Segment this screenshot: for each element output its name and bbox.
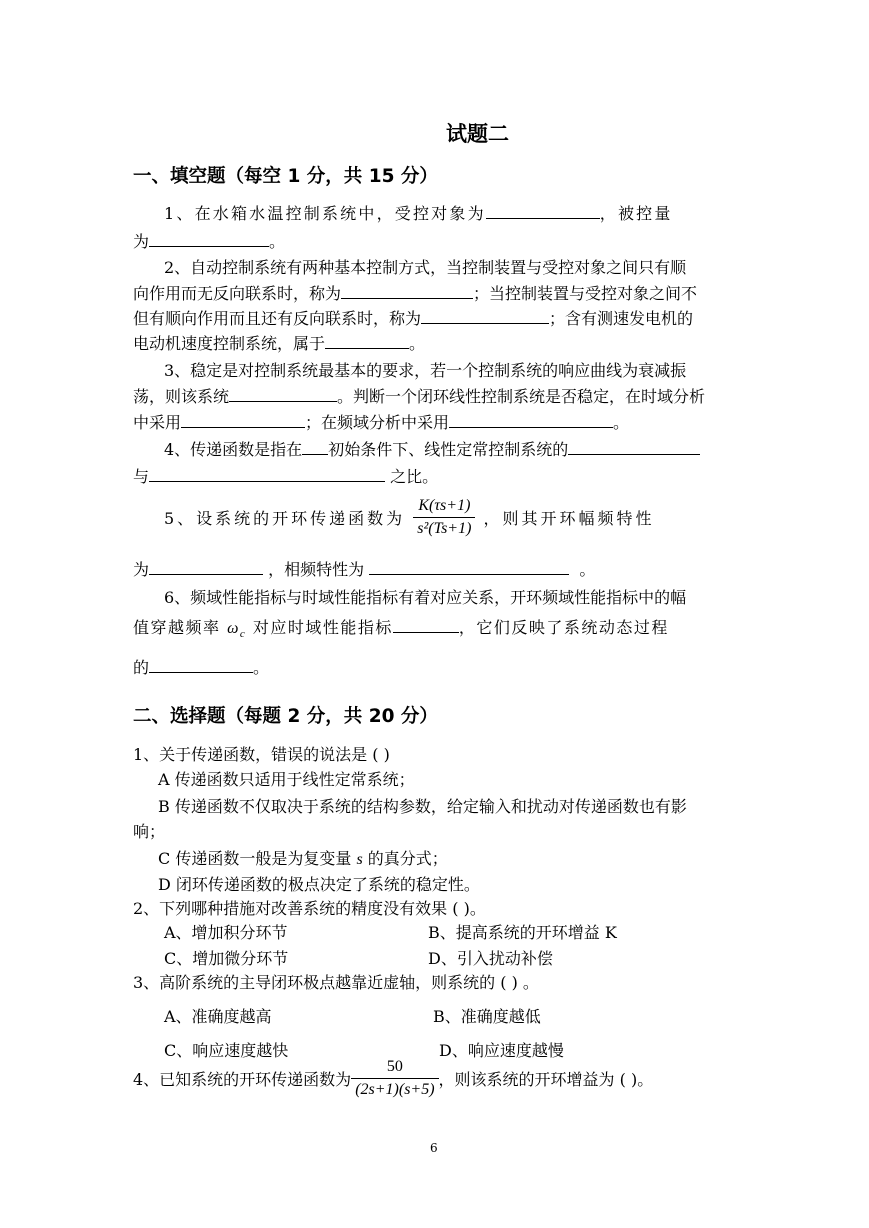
blank-field [302,440,328,455]
choice2-option-a: A、增加积分环节 [164,923,288,942]
q1-line1 [164,201,673,224]
choice1-option-b-line1: B 传递函数不仅取决于系统的结构参数，给定输入和扰动对传递函数也有影 [158,797,687,816]
q2-line4 [133,331,425,354]
fraction-denominator: (2s+1)(s+5) [351,1078,438,1099]
q2-text-g: 。 [409,334,426,353]
q4-text-a: 4、传递函数是指在 [164,440,303,459]
q1-text-a: 1、在水箱水温控制系统中，受控对象为 [164,204,486,223]
blank-field [149,560,263,575]
choice1-option-a: A 传递函数只适用于线性定常系统； [158,770,415,789]
q2-text-e: ；含有测速发电机的 [549,309,694,328]
choice3-question: 3、高阶系统的主导闭环极点越靠近虚轴，则系统的 ( ) 。 [133,973,539,992]
section2-heading: 二、选择题（每题 2 分，共 20 分） [133,706,438,727]
variable-s: s [356,851,363,868]
omega-subscript: c [239,628,247,641]
q3-text-e: ；在频域分析中采用 [305,413,450,432]
blank-field [486,204,600,219]
choice4-question [133,1058,653,1099]
q6-text-b: 值穿越频率 [133,618,221,637]
section1-heading: 一、填空题（每空 1 分，共 15 分） [133,166,438,187]
q2-text-f: 电动机速度控制系统，属于 [133,334,326,353]
q1-text-c: 为 [133,232,150,251]
blank-field [369,560,569,575]
blank-field [229,387,337,402]
blank-field [568,440,700,455]
option-c-text-b: 的真分式； [367,849,448,868]
q5-text-c: 为 [133,560,150,579]
fraction-numerator: K(τs+1) [418,497,471,514]
q2-line2 [133,281,697,304]
q5-line2 [133,557,595,580]
choice2-option-d: D、引入扰动补偿 [428,949,553,968]
q3-line3 [133,410,629,433]
choice2-option-c: C、增加微分环节 [164,949,289,968]
blank-field [341,284,473,299]
q6-line3 [133,655,269,678]
choice1-question: 1、关于传递函数，错误的说法是 ( ) [133,745,390,764]
q2-text-d: 但有顺向作用而且还有反向联系时，称为 [133,309,422,328]
q1-text-b: ，被控量 [599,204,673,223]
q3-text-b: 荡，则该系统 [133,387,230,406]
omega-symbol: ω [227,620,240,637]
q5-line1 [164,497,655,538]
q6-text-d: ，它们反映了系统动态过程 [458,618,669,637]
choice3-option-c: C、响应速度越快 [164,1041,289,1060]
page-title: 试题二 [446,122,509,146]
q4-text-c: 与 [133,467,150,486]
q6-text-c: 对应时域性能指标 [252,618,393,637]
q5-text-a: 5、设系统的开环传递函数为 [164,509,406,528]
open-loop-fraction [351,1058,438,1099]
q5-text-e: 。 [579,560,596,579]
blank-field [149,658,253,673]
q2-text-c: ；当控制装置与受控对象之间不 [473,284,698,303]
q5-text-b: ，则其开环幅频特性 [483,509,655,528]
q5-text-d: ，相频特性为 [268,560,365,579]
choice3-option-b: B、准确度越低 [433,1007,541,1026]
choice2-option-b: B、提高系统的开环增益 K [428,923,617,942]
fraction-numerator: 50 [386,1058,403,1075]
q3-line2 [133,384,705,407]
choice1-option-b-line2: 响； [133,822,166,841]
q2-text-b: 向作用而无反向联系时，称为 [133,284,342,303]
q3-text-d: 中采用 [133,413,182,432]
q4-text-d: 之比。 [390,467,439,486]
blank-field [449,413,613,428]
q2-line1: 2、自动控制系统有两种基本控制方式，当控制装置与受控对象之间只有顺 [164,258,687,277]
choice4-text-a: 4、已知系统的开环传递函数为 [133,1070,352,1089]
q6-line2 [133,615,669,640]
q3-text-f: 。 [613,413,630,432]
q3-line1: 3、稳定是对控制系统最基本的要求，若一个控制系统的响应曲线为衰减振 [164,361,687,380]
q4-text-b: 初始条件下、线性定常控制系统的 [328,440,569,459]
choice2-question: 2、下列哪种措施对改善系统的精度没有效果 ( )。 [133,899,486,918]
choice3-option-d: D、响应速度越慢 [439,1041,564,1060]
blank-field [149,467,385,482]
choice1-option-c [158,846,448,869]
q4-line2 [133,464,438,487]
blank-field [421,309,549,324]
q6-text-f: 。 [253,658,270,677]
q4-line1 [164,437,700,460]
blank-field [393,618,459,633]
q6-text-e: 的 [133,658,150,677]
choice1-option-d: D 闭环传递函数的极点决定了系统的稳定性。 [158,875,480,894]
choice4-text-b: ，则该系统的开环增益为 ( )。 [438,1070,654,1089]
q6-line1: 6、频域性能指标与时域性能指标有着对应关系，开环频域性能指标中的幅 [164,588,687,607]
q1-line2 [133,229,285,252]
option-c-text-a: C 传递函数一般是为复变量 [158,849,352,868]
fraction-denominator: s²(Ts+1) [413,517,475,538]
blank-field [149,232,269,247]
page-number: 6 [430,1141,438,1155]
blank-field [181,413,305,428]
q1-text-d: 。 [269,232,286,251]
transfer-function-fraction [413,497,475,538]
q3-text-c: 。判断一个闭环线性控制系统是否稳定，在时域分析 [337,387,706,406]
choice3-option-a: A、准确度越高 [164,1007,272,1026]
q2-line3 [133,306,693,329]
blank-field [325,334,409,349]
